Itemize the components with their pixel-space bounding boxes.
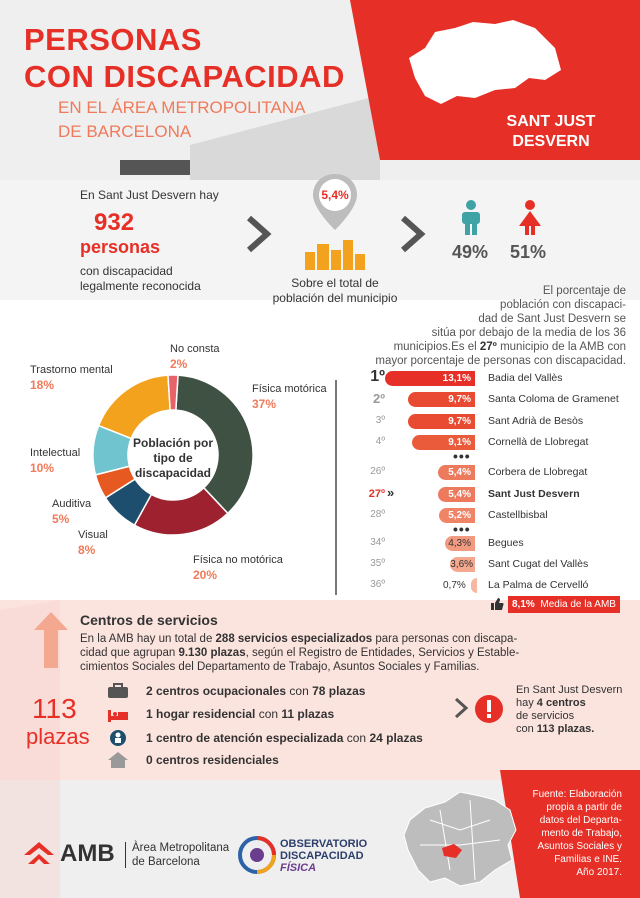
ranking-position: 3º xyxy=(375,415,385,426)
page-title xyxy=(24,24,345,92)
summary-intro: En Sant Just Desvern hay xyxy=(80,188,219,202)
obs-line2: DISCAPACIDAD xyxy=(280,850,364,862)
ranking-divider xyxy=(335,380,337,595)
observatorio-name xyxy=(280,838,367,874)
obs-line3: FÍSICA xyxy=(280,862,317,874)
service-row xyxy=(146,703,334,725)
service-plazas: 11 plazas xyxy=(281,707,335,721)
services-p3: cimientos Sociales del Departamento de Trabajo, Asuntos Sociales y Familias. xyxy=(80,661,480,673)
ranking-municipality: Badia del Vallès xyxy=(488,372,563,384)
ranking-row xyxy=(355,391,635,409)
ellipsis: ••• xyxy=(453,521,471,537)
ranking-position: 34º xyxy=(370,537,385,548)
ranking-bar: 0,7% xyxy=(471,578,477,593)
ranking-municipality: Corbera de Llobregat xyxy=(488,466,588,478)
amb-map-icon xyxy=(400,790,520,890)
pie-label-pct: 37% xyxy=(252,397,277,411)
ranking-position: 27º xyxy=(479,341,497,353)
source-line: Asuntos Sociales y xyxy=(537,841,622,852)
thumbs-up-icon xyxy=(490,597,504,611)
donut-segment xyxy=(168,375,178,410)
amb-average-value: 8,1% xyxy=(512,599,535,610)
chevron-right-icon xyxy=(243,214,273,254)
local-services-note xyxy=(516,684,622,736)
donut-center-line1: Población por xyxy=(132,436,213,450)
source-note xyxy=(522,788,622,879)
ranking-bar: 5,4% xyxy=(438,487,475,502)
services-plazas-total: 9.130 plazas xyxy=(178,647,246,659)
summary-desc-line1: con discapacidad xyxy=(80,264,173,278)
service-count: 0 centros residenciales xyxy=(146,753,279,767)
ranking-description xyxy=(326,284,626,368)
pie-label-trastorno-mental xyxy=(30,363,113,393)
source-line: propia a partir de xyxy=(546,802,622,813)
amb-name-line2: de Barcelona xyxy=(132,856,200,868)
amb-divider xyxy=(125,842,126,868)
pie-label-text: Intelectual xyxy=(30,447,81,459)
ranking-position: 28º xyxy=(370,509,385,520)
amb-logo-text: AMB xyxy=(60,840,115,867)
ranking-bar: 5,4% xyxy=(438,465,475,480)
ranking-row xyxy=(355,464,635,482)
subtitle-line2: DE BARCELONA xyxy=(58,122,192,141)
pie-label-intelectual xyxy=(30,446,80,476)
ranking-bar: 9,7% xyxy=(408,392,475,407)
alert-icon xyxy=(474,694,504,724)
ranking-bar: 4,3% xyxy=(445,536,475,551)
ranking-municipality: Cornellà de Llobregat xyxy=(488,436,589,448)
ranking-municipality: Sant Adrià de Besòs xyxy=(488,415,584,427)
pct-desc-line2: población del municipio xyxy=(272,291,398,305)
ellipsis: ••• xyxy=(453,448,471,464)
ranking-bar: 9,7% xyxy=(408,414,475,429)
local-l4 xyxy=(516,723,622,736)
ranking-row xyxy=(355,370,635,388)
pct-desc-line1: Sobre el total de xyxy=(291,276,379,290)
ranking-bar: 13,1% xyxy=(385,371,475,386)
ranking-text-line4: sitúa por debajo de la media de los 36 xyxy=(431,327,626,339)
bed-icon xyxy=(107,707,129,723)
ranking-position: 26º xyxy=(370,466,385,477)
source-line: Año 2017. xyxy=(576,867,622,878)
amb-logo-icon xyxy=(24,842,54,868)
ranking-position: 27º xyxy=(368,488,385,500)
services-p2a: cidad que agrupan xyxy=(80,647,179,659)
ranking-text-line6: mayor porcentaje de personas con discapacidad. xyxy=(375,355,626,367)
service-connector: con xyxy=(255,707,282,721)
pie-label-auditiva xyxy=(52,497,91,527)
service-row xyxy=(146,680,365,702)
amb-name-line1: Àrea Metropolitana xyxy=(132,842,230,854)
municipality-map-icon xyxy=(405,18,565,108)
local-centers: 4 centros xyxy=(536,697,586,709)
ranking-bar: 9,1% xyxy=(412,435,475,450)
source-line: datos del Departa- xyxy=(539,815,622,826)
chevron-right-icon xyxy=(452,696,470,720)
donut-center-line3: discapacidad xyxy=(134,466,212,480)
donut-center-line2: tipo de xyxy=(153,451,193,465)
amb-name xyxy=(132,841,229,869)
service-row xyxy=(146,727,423,749)
services-p2 xyxy=(80,646,630,660)
buildings-icon xyxy=(305,238,365,270)
male-pct: 49% xyxy=(452,242,489,262)
female-pct: 51% xyxy=(510,242,547,262)
ranking-row xyxy=(355,434,635,452)
pie-label-pct: 5% xyxy=(52,512,70,526)
ranking-bar: 3,6% xyxy=(450,559,474,570)
town-line2: DESVERN xyxy=(512,133,590,150)
pie-label-text: Auditiva xyxy=(52,498,92,510)
service-count: 1 hogar residencial xyxy=(146,707,256,721)
ranking-text-line1: El porcentaje de xyxy=(542,285,626,297)
local-plazas: 113 plazas. xyxy=(536,723,595,735)
ranking-municipality: La Palma de Cervelló xyxy=(488,579,589,591)
arrow-up-icon xyxy=(34,612,68,668)
plazas-word: plazas xyxy=(26,724,90,749)
house-icon xyxy=(107,751,129,769)
ranking-municipality: Sant Cugat del Vallès xyxy=(488,558,589,570)
page-subtitle xyxy=(58,96,306,144)
local-l2a: hay xyxy=(516,697,537,709)
services-p1c: para personas con discapa- xyxy=(372,633,518,645)
service-plazas: 24 plazas xyxy=(369,731,423,745)
title-line2: CON DISCAPACIDAD xyxy=(24,59,345,94)
ranking-row xyxy=(355,507,635,525)
local-l1: En Sant Just Desvern xyxy=(516,684,623,696)
male-icon xyxy=(458,200,484,236)
service-plazas: 78 plazas xyxy=(312,684,366,698)
pie-label-text: Visual xyxy=(78,529,108,541)
ranking-row xyxy=(355,413,635,431)
ranking-bar: 5,2% xyxy=(439,508,475,523)
service-count: 2 centros ocupacionales xyxy=(146,684,287,698)
ranking-text-line5a: municipios.Es el xyxy=(393,341,480,353)
double-chevron-right-icon: » xyxy=(387,485,395,500)
local-l3: de servicios xyxy=(516,710,575,722)
pie-label-pct: 18% xyxy=(30,378,55,392)
pie-label-text: Trastorno mental xyxy=(30,364,113,376)
ranking-municipality: Sant Just Desvern xyxy=(488,488,580,500)
services-p1 xyxy=(80,632,630,646)
service-connector: con xyxy=(286,684,313,698)
chevron-right-icon xyxy=(397,214,427,254)
pie-label-fisica-motorica xyxy=(252,382,327,412)
briefcase-icon xyxy=(107,683,129,699)
title-line1: PERSONAS xyxy=(24,22,202,57)
services-paragraph xyxy=(80,632,630,674)
source-line: Familias e INE. xyxy=(554,854,622,865)
pie-label-text: Física motórica xyxy=(252,383,327,395)
female-icon xyxy=(517,200,543,236)
services-title: Centros de servicios xyxy=(80,612,218,628)
ranking-text-line5 xyxy=(326,340,626,354)
obs-line1: OBSERVATORIO xyxy=(280,838,368,850)
ranking-position: 36º xyxy=(370,579,385,590)
summary-unit: personas xyxy=(80,237,161,257)
town-line1: SANT JUST xyxy=(506,113,596,130)
care-center-icon xyxy=(109,729,127,749)
ranking-position: 1º xyxy=(370,368,385,385)
service-connector: con xyxy=(343,731,370,745)
ranking-row xyxy=(355,577,635,595)
summary-count xyxy=(80,188,250,294)
donut-center-label xyxy=(128,436,218,481)
services-total: 288 servicios especializados xyxy=(215,633,373,645)
local-l4a: con xyxy=(516,723,537,735)
ranking-text-line2: población con discapaci- xyxy=(500,299,626,311)
services-p1a: En la AMB hay un total de xyxy=(80,633,216,645)
source-line: Fuente: Elaboración xyxy=(532,789,622,800)
service-count: 1 centro de atención especializada xyxy=(146,731,344,745)
summary-desc-line2: legalmente reconocida xyxy=(80,279,201,293)
ranking-row xyxy=(355,535,635,553)
pie-label-text: Física no motórica xyxy=(193,554,283,566)
ranking-text-line5c: municipio de la AMB con xyxy=(496,341,626,353)
ranking-text-line3: dad de Sant Just Desvern se xyxy=(478,313,626,325)
pie-label-pct: 10% xyxy=(30,461,55,475)
pie-label-pct: 8% xyxy=(78,543,96,557)
amb-average-label: Media de la AMB xyxy=(540,599,616,610)
subtitle-line1: EN EL ÁREA METROPOLITANA xyxy=(58,98,306,117)
observatorio-logo-icon xyxy=(238,836,276,874)
ranking-row xyxy=(355,486,635,504)
ranking-row xyxy=(355,556,635,574)
ranking-position: 35º xyxy=(370,558,385,569)
ranking-position: 2º xyxy=(373,391,385,406)
ranking-municipality: Castellbisbal xyxy=(488,509,548,521)
ranking-municipality: Santa Coloma de Gramenet xyxy=(488,393,619,405)
pie-label-pct: 2% xyxy=(170,357,188,371)
amb-average-bar xyxy=(508,596,620,613)
pie-label-text: No consta xyxy=(170,343,220,355)
service-row xyxy=(146,749,279,771)
source-line: mento de Trabajo, xyxy=(541,828,622,839)
ranking-municipality: Begues xyxy=(488,537,524,549)
pie-label-no-consta xyxy=(170,342,220,372)
pie-label-pct: 20% xyxy=(193,568,218,582)
local-l2 xyxy=(516,697,622,710)
pie-label-visual xyxy=(78,528,108,558)
pct-value: 5,4% xyxy=(321,188,349,202)
location-pin-icon xyxy=(311,172,359,234)
summary-number: 932 xyxy=(94,209,135,236)
plazas-number: 113 xyxy=(32,693,77,724)
pie-label-fisica-no-motorica xyxy=(193,553,283,583)
ranking-position: 4º xyxy=(375,436,385,447)
town-name xyxy=(496,112,606,152)
services-p2c: , según el Registro de Entidades, Servicios y Estable- xyxy=(245,647,520,659)
